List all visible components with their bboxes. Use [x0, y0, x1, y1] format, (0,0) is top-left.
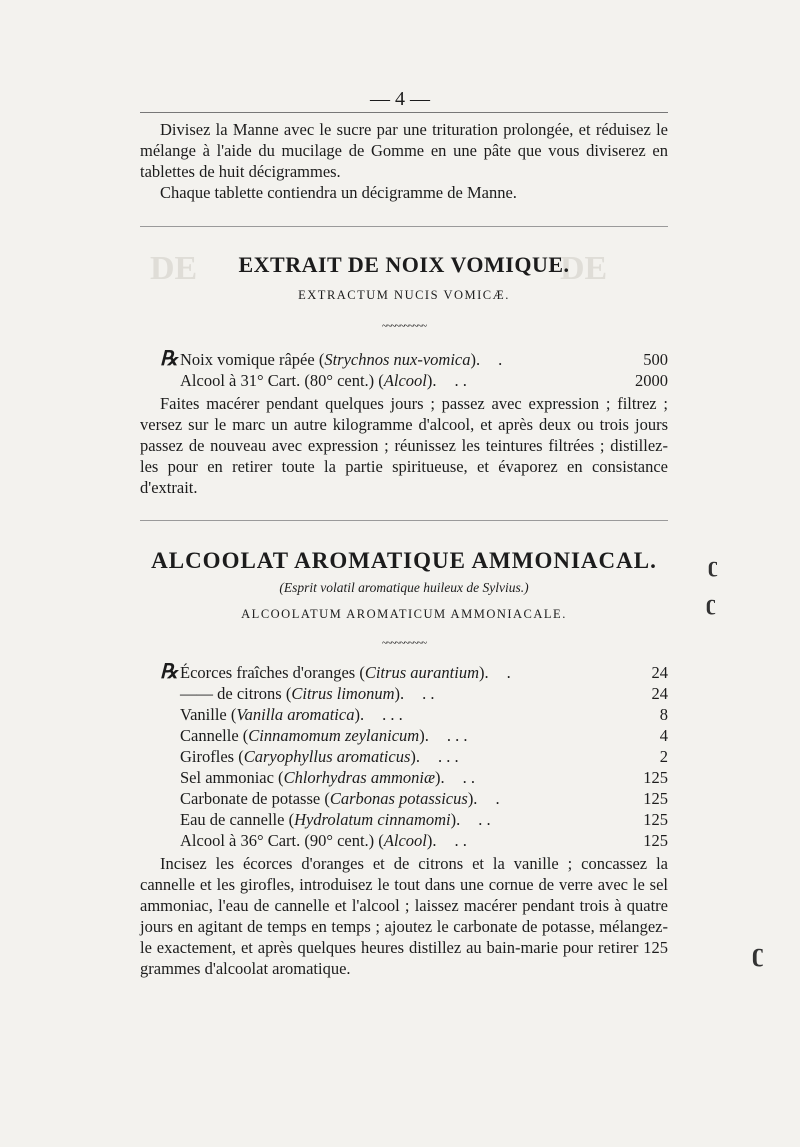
leader-dots: . [506, 663, 511, 682]
recipe-symbol: ℞ [160, 661, 178, 683]
section-latin-title: ALCOOLATUM AROMATICUM AMMONIACALE. [241, 607, 567, 621]
page-number: — 4 — [370, 88, 430, 110]
leader-dots: . . [462, 768, 475, 787]
ingredient-label-end: ). [467, 789, 478, 808]
margin-mark: ʗ [752, 938, 765, 967]
margin-mark: ʗ [706, 590, 717, 615]
intro-paragraph: Divisez la Manne avec le sucre par une trituration prolongée, et réduisez le mélange à l'aide du mucilage de Gomme en une pâte que vous diviserez en tablettes de huit décigrammes. [140, 120, 668, 181]
ingredient-list [140, 662, 668, 851]
ingredient-row [180, 683, 668, 704]
ingredient-label-end: ). [479, 663, 489, 682]
ingredient-label: Girofles ( [180, 747, 244, 766]
ingredient-quantity: 8 [659, 705, 668, 724]
ingredient-label-end: ). [410, 747, 421, 766]
ingredient-label: Alcool à 31° Cart. (80° cent.) ( [180, 371, 384, 390]
ingredient-label-end: ). [394, 684, 405, 703]
show-through-text: DE [560, 250, 608, 287]
ingredient-row [180, 370, 668, 391]
section-divider [140, 520, 668, 521]
ingredient-latin-name: Alcool [383, 371, 427, 390]
leader-dots: . [495, 789, 500, 808]
ingredient-quantity: 125 [643, 789, 668, 808]
ornament: ~~~~~~~~~~ [381, 638, 427, 649]
ingredient-label-end: ). [450, 810, 461, 829]
ingredient-list [140, 349, 668, 391]
intro-paragraph: Chaque tablette contiendra un décigramme de Manne. [160, 183, 517, 202]
show-through-text: DE [150, 250, 198, 287]
ingredient-quantity: 125 [643, 831, 668, 850]
ingredient-label-end: ). [354, 705, 365, 724]
ornament: ~~~~~~~~~~ [381, 321, 427, 332]
ingredient-row [180, 788, 668, 809]
section-subtitle: (Esprit volatil aromatique huileux de Sylvius.) [279, 580, 529, 595]
section-divider [140, 226, 668, 227]
ingredient-quantity: 500 [643, 350, 668, 369]
ingredient-label-end: ). [426, 371, 437, 390]
ingredient-label: Vanille ( [180, 705, 237, 724]
ingredient-name [180, 746, 459, 767]
ingredient-name [180, 683, 435, 704]
ingredient-name [180, 830, 467, 851]
ingredient-label: Cannelle ( [180, 726, 249, 745]
leader-dots: . . . [438, 747, 459, 766]
ingredient-label: Alcool à 36° Cart. (90° cent.) ( [180, 831, 384, 850]
ingredient-name [180, 662, 511, 683]
ingredient-quantity: 2 [659, 747, 668, 766]
ingredient-quantity: 4 [659, 726, 668, 745]
ingredient-latin-name: Strychnos nux-vomica [324, 350, 471, 369]
ingredient-label: —— de citrons ( [180, 684, 292, 703]
ingredient-name [180, 809, 491, 830]
section-latin-title: EXTRACTUM NUCIS VOMICÆ. [298, 288, 510, 302]
intro-text [140, 119, 668, 203]
ingredient-latin-name: Chlorhydras ammoniæ [283, 768, 435, 787]
leader-dots: . . . [446, 726, 468, 745]
leader-dots: . . [422, 684, 435, 703]
ingredient-latin-name: Alcool [383, 831, 427, 850]
ingredient-label-end: ). [426, 831, 437, 850]
ingredient-label: Carbonate de potasse ( [180, 789, 330, 808]
ingredient-name [180, 725, 467, 746]
ingredient-name [180, 349, 502, 370]
ingredient-latin-name: Citrus aurantium [364, 663, 479, 682]
ingredient-latin-name: Hydrolatum cinnamomi [294, 810, 451, 829]
section-alcoolat-aromatique [140, 550, 668, 979]
ingredient-latin-name: Citrus limonum [291, 684, 395, 703]
ingredient-name [180, 704, 403, 725]
ingredient-row [180, 746, 668, 767]
section-extrait-noix-vomique [140, 254, 668, 498]
ingredient-name [180, 370, 467, 391]
ingredient-quantity: 24 [651, 663, 668, 682]
ingredient-label: Sel ammoniac ( [180, 768, 284, 787]
ingredient-quantity: 2000 [635, 371, 668, 390]
ingredient-row [180, 704, 668, 725]
ingredient-label: Noix vomique râpée ( [180, 350, 325, 369]
ingredient-name [180, 767, 475, 788]
ingredient-latin-name: Cinnamomum zeylanicum [248, 726, 420, 745]
ingredient-row [160, 661, 668, 683]
ingredient-label-end: ). [419, 726, 429, 745]
leader-dots: . . [454, 831, 467, 850]
ingredient-latin-name: Caryophyllus aromaticus [243, 747, 411, 766]
recipe-symbol: ℞ [160, 348, 178, 370]
ingredient-quantity: 125 [643, 810, 668, 829]
ingredient-row [180, 830, 668, 851]
ingredient-name [180, 788, 500, 809]
instructions-paragraph: Incisez les écorces d'oranges et de citrons et la vanille ; concassez la cannelle et les girofles, introduisez le tout dans une cornue de verre avec le sel ammoniac, l'eau de cannelle et l'alcool ; laissez macérer pendant trois à quatre jours en agitant de temps en temps ; ajoutez le carbonate de potasse, mélangez-le exactement, et après quelques heures distillez au bain-marie pour retirer 125 grammes d'alcoolat aromatique. [140, 854, 668, 978]
leader-dots: . [498, 350, 503, 369]
section-title: ALCOOLAT AROMATIQUE AMMONIACAL. [151, 548, 657, 573]
ingredient-row [180, 725, 668, 746]
ingredient-label: Eau de cannelle ( [180, 810, 295, 829]
instructions-paragraph: Faites macérer pendant quelques jours ; passez avec expression ; filtrez ; versez sur le marc un autre kilogramme d'alcool, et après deux ou trois jours passez de nouveau avec expression ; réunissez les teintures filtrées ; distillez-les pour en retirer toute la partie spiritueuse, et évaporez en consistance d'extrait. [140, 394, 668, 497]
ingredient-quantity: 125 [643, 768, 668, 787]
ingredient-row [180, 809, 668, 830]
leader-dots: . . [454, 371, 467, 390]
ingredient-quantity: 24 [651, 684, 668, 703]
section-title: EXTRAIT DE NOIX VOMIQUE. [238, 252, 570, 277]
ingredient-label-end: ). [435, 768, 445, 787]
ingredient-row [180, 767, 668, 788]
ingredient-label-end: ). [470, 350, 481, 369]
ingredient-latin-name: Vanilla aromatica [236, 705, 355, 724]
margin-mark: ʗ [708, 552, 719, 577]
ingredient-row [160, 348, 668, 370]
leader-dots: . . . [382, 705, 403, 724]
ingredient-latin-name: Carbonas potassicus [329, 789, 468, 808]
ingredient-label: Écorces fraîches d'oranges ( [180, 663, 365, 682]
header-rule [140, 112, 668, 113]
leader-dots: . . [478, 810, 491, 829]
